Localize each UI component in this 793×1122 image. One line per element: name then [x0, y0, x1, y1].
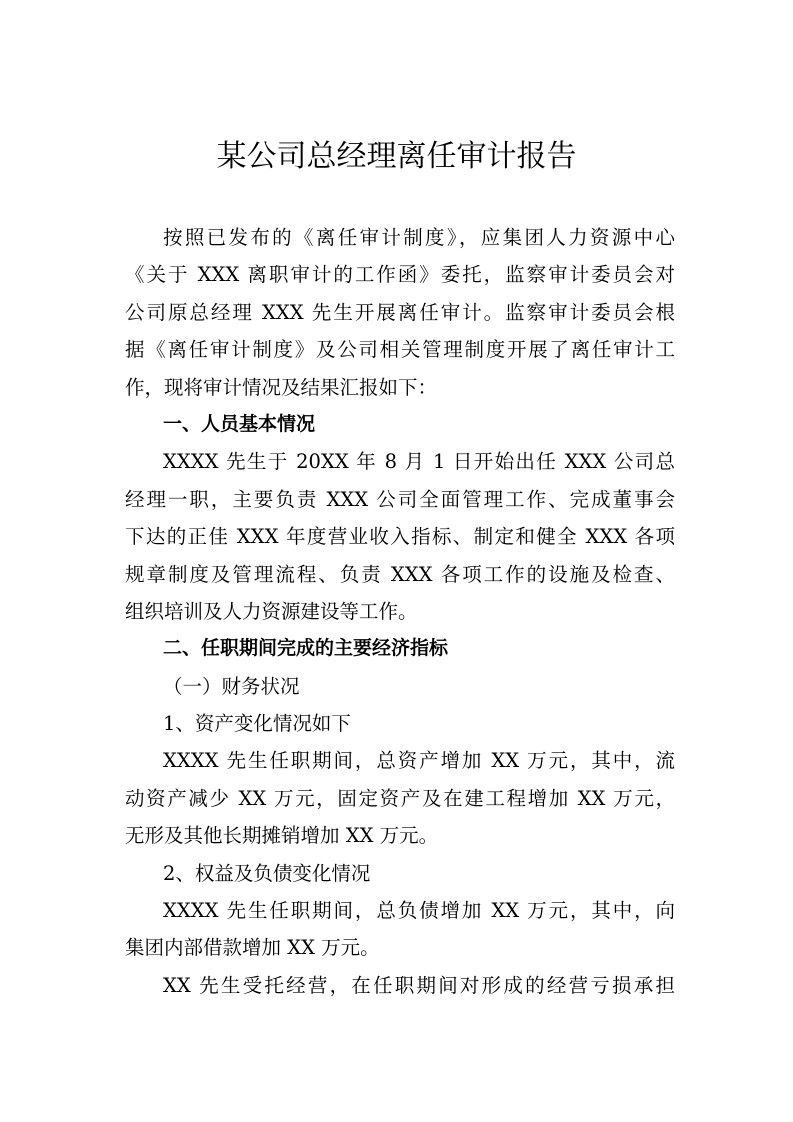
text-line: （一）财务状况: [163, 674, 300, 698]
text-line: 2、权益及负债变化情况: [163, 861, 371, 885]
text-line: 据《离任审计制度》及公司相关管理制度开展了离任审计工: [125, 338, 675, 362]
text-line: 作，现将审计情况及结果汇报如下：: [125, 375, 438, 399]
text-line: 无形及其他长期摊销增加 XX 万元。: [125, 824, 439, 848]
text-line: 下达的正佳 XXX 年度营业收入指标、制定和健全 XXX 各项: [125, 525, 675, 549]
text-line: XXXX 先生于 20XX 年 8 月 1 日开始出任 XXX 公司总: [163, 450, 675, 474]
text-line: 规章制度及管理流程、负责 XXX 各项工作的设施及检查、: [125, 562, 675, 586]
document-title: 某公司总经理离任审计报告: [216, 139, 577, 174]
text-line: XXXX 先生任职期间，总负债增加 XX 万元，其中，向: [163, 899, 675, 923]
text-line: XX 先生受托经营，在任职期间对形成的经营亏损承担: [163, 973, 675, 997]
text-line: 动资产减少 XX 万元，固定资产及在建工程增加 XX 万元，: [125, 786, 675, 810]
text-line: 集团内部借款增加 XX 万元。: [125, 936, 380, 960]
text-line: 1、资产变化情况如下: [163, 712, 351, 736]
section-heading-line: 二、任职期间完成的主要经济指标: [163, 637, 449, 660]
text-line: 组织培训及人力资源建设等工作。: [125, 599, 418, 623]
text-line: 《关于 XXX 离职审计的工作函》委托，监察审计委员会对: [125, 263, 675, 287]
document-body: [125, 219, 675, 1004]
text-line: 公司原总经理 XXX 先生开展离任审计。监察审计委员会根: [125, 300, 675, 324]
text-line: 按照已发布的《离任审计制度》，应集团人力资源中心: [163, 226, 675, 249]
text-line: XXXX 先生任职期间，总资产增加 XX 万元，其中，流: [163, 749, 675, 773]
text-line: 经理一职，主要负责 XXX 公司全面管理工作、完成董事会: [125, 487, 675, 511]
section-heading-line: 一、人员基本情况: [163, 412, 316, 435]
